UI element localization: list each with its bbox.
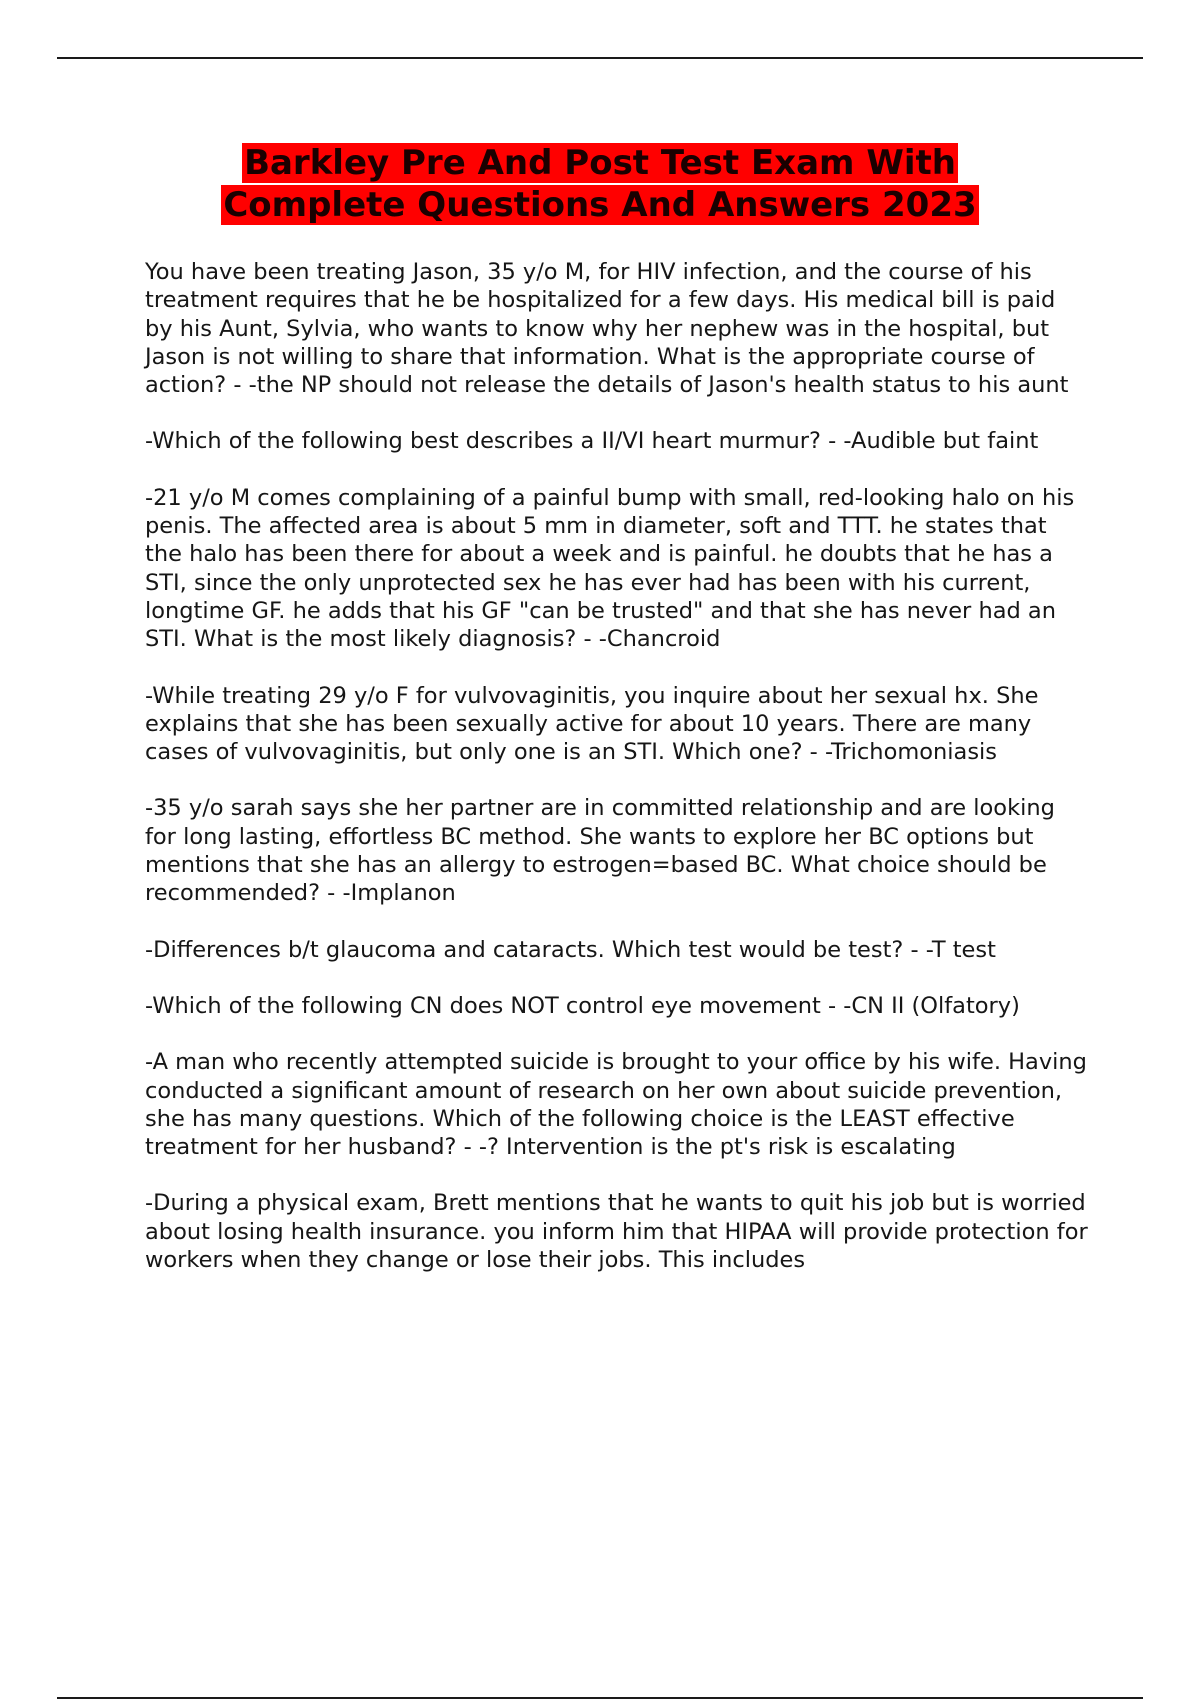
title-line-2: Complete Questions And Answers 2023: [223, 185, 977, 225]
document-title: [0, 142, 1200, 226]
header-rule: [57, 57, 1143, 59]
qa-entry-birth-control: -35 y/o sarah says she her partner are in committed relationship and are looking for long lasting, effortless BC method. She wants to explore her BC options but mentions that she has an allergy to estrogen=based BC. What choice should be recommended? - -Implanon: [145, 795, 1055, 907]
title-line-1: Barkley Pre And Post Test Exam With: [244, 143, 956, 183]
qa-list: [145, 258, 1090, 1302]
qa-entry-chancroid: -21 y/o M comes complaining of a painful bump with small, red-looking halo on his penis. The affected area is about 5 mm in diameter, soft and TTT. he states that the halo has been there for about a week and is painful. he doubts that he has a STI, since the only unprotected sex he has ever had has been with his current, longtime GF. he adds that his GF "can be trusted" and that she has never had an STI. What is the most likely diagnosis? - -Chancroid: [145, 484, 1075, 653]
qa-entry-hipaa: -During a physical exam, Brett mentions that he wants to quit his job but is worried about losing health insurance. you inform him that HIPAA will provide protection for workers when they change or lose their jobs. This includes: [145, 1190, 1088, 1274]
footer-rule: [57, 1697, 1143, 1699]
qa-entry-cranial-nerve: -Which of the following CN does NOT control eye movement - -CN II (Olfatory): [145, 992, 1020, 1019]
qa-entry-vulvovaginitis: -While treating 29 y/o F for vulvovaginitis, you inquire about her sexual hx. She explains that she has been sexually active for about 10 years. There are many cases of vulvovaginitis, but only one is an STI. Which one? - -Trichomoniasis: [145, 682, 1039, 766]
qa-entry-hiv-confidentiality: You have been treating Jason, 35 y/o M, for HIV infection, and the course of his treatment requires that he be hospitalized for a few days. His medical bill is paid by his Aunt, Sylvia, who wants to know why her nephew was in the hospital, but Jason is not willing to share that information. What is the appropriate course of action? - -the NP should not release the details of Jason's health status to his aunt: [145, 259, 1069, 399]
title-highlight: [221, 143, 978, 225]
qa-entry-heart-murmur: -Which of the following best describes a II/VI heart murmur? - -Audible but faint: [145, 428, 1039, 455]
qa-entry-suicide-prevention: -A man who recently attempted suicide is brought to your office by his wife. Having conducted a significant amount of research on her own about suicide prevention, she has many questions. Which of the following choice is the LEAST effective treatment for her husband? - -? Intervention is the pt's risk is escalating: [145, 1049, 1087, 1161]
qa-entry-glaucoma-cataracts: -Differences b/t glaucoma and cataracts. Which test would be test? - -T test: [145, 936, 996, 963]
